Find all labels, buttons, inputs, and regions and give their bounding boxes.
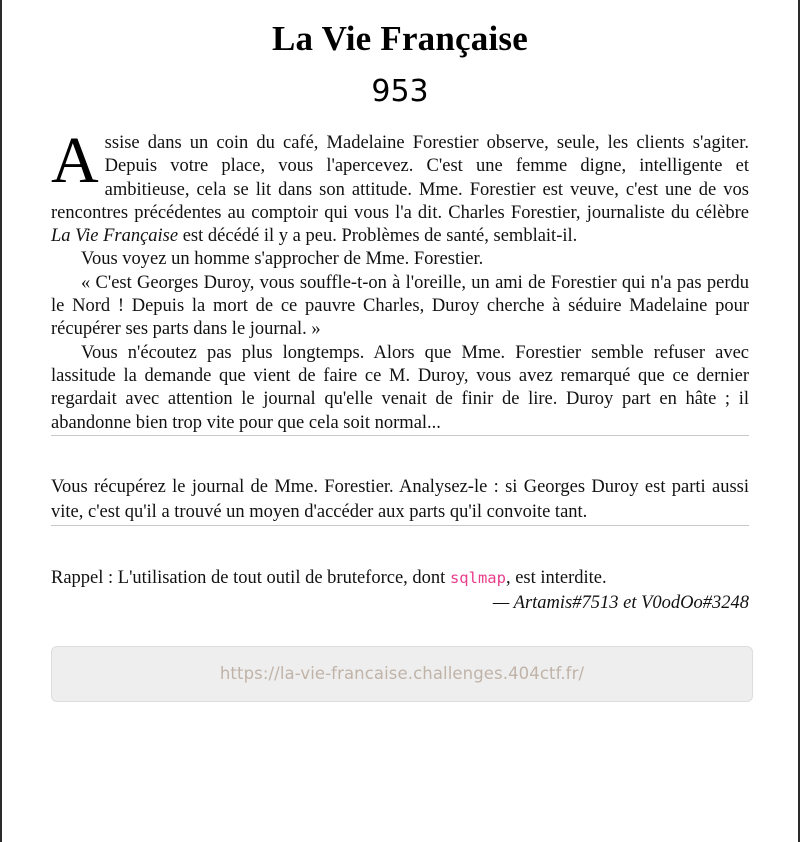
section-divider-bottom <box>51 525 749 526</box>
challenge-number: 953 <box>371 74 429 109</box>
notice-text-before: Rappel : L'utilisation de tout outil de bruteforce, dont <box>51 567 450 588</box>
challenge-url-text[interactable]: https://la-vie-francaise.challenges.404ctf.fr/ <box>219 663 585 683</box>
page-content <box>2 0 798 702</box>
bruteforce-notice <box>51 566 749 591</box>
story-paragraph-2: Vous voyez un homme s'approcher de Mme. Forestier. <box>81 249 484 270</box>
section-divider-top <box>51 435 749 436</box>
brief-section <box>51 475 749 525</box>
authors-signature: — Artamis#7513 et V0odOo#3248 <box>492 592 749 613</box>
story-paragraph-1-text-a: ssise dans un coin du café, Madelaine Forestier observe, seule, les clients s'agiter. Depuis votre place, vous l'apercevez. C'est une femme digne, intelligente et ambitieuse, cela se lit dans son attitude. Mme. Forestier est veuve, c'est une de vos rencontres précédentes au comptoir qui vous l'a dit. Charles Forestier, journaliste du célèbre <box>51 133 749 223</box>
story-paragraph-4: Vous n'écoutez pas plus longtemps. Alors que Mme. Forestier semble refuser avec lassitude la demande que vient de faire ce M. Duroy, vous avez remarqué que ce dernier regardait avec attention le journal qu'elle venait de finir de lire. Duroy part en hâte ; il abandonne bien trop vite pour que cela soit normal... <box>51 342 749 433</box>
sqlmap-code-token: sqlmap <box>449 568 506 587</box>
notice-text-after: , est interdite. <box>505 567 607 588</box>
brief-text: Vous récupérez le journal de Mme. Forestier. Analysez-le : si Georges Duroy est parti aussi vite, c'est qu'il a trouvé un moyen d'accéder aux parts qu'il convoite tant. <box>51 476 749 522</box>
page-title: La Vie Française <box>272 19 528 58</box>
challenge-url-box[interactable] <box>51 646 753 702</box>
story-paragraph-1-text-b: est décédé il y a peu. Problèmes de santé, semblait-il. <box>178 226 578 247</box>
story-paragraph-3: « C'est Georges Duroy, vous souffle-t-on à l'oreille, un ami de Forestier qui n'a pas perdu le Nord ! Depuis la mort de ce pauvre Charles, Duroy cherche à séduire Madelaine pour récupérer ses parts dans le journal. » <box>51 272 749 340</box>
newspaper-name-emphasis: La Vie Française <box>51 226 179 247</box>
story-section <box>51 124 749 435</box>
story-paragraph-1: A ssise dans un coin du café, Madelaine Forestier observe, seule, les clients s'agiter. Depuis votre place, vous l'apercevez. C'est une femme digne, intelligente et ambitieuse, cela se lit dans son attitude. Mme. Forestier est veuve, c'est une de vos rencontres précédentes au comptoir qui vous l'a dit. Charles Forestier, journaliste du célèbre La Vie Française est décédé il y a peu. Problèmes de santé, semblait-il. <box>51 124 749 247</box>
notice-section <box>51 566 749 616</box>
